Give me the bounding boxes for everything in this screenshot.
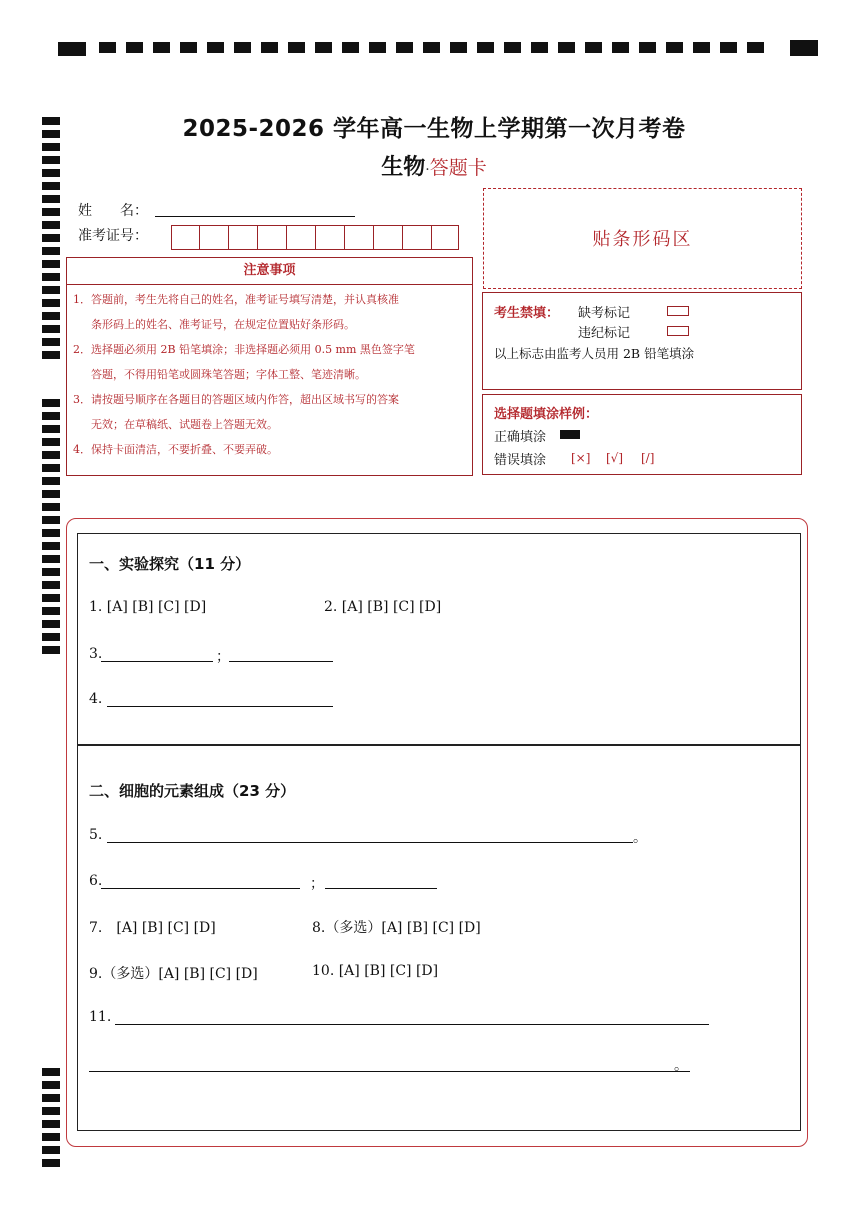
fill-sample-title: 选择题填涂样例：: [494, 407, 599, 422]
question-2-options[interactable]: 2. [A] [B] [C] [D]: [324, 599, 442, 615]
card-subtitle: [0, 150, 868, 181]
violation-mark-box[interactable]: [667, 326, 689, 336]
notice-line-5: 3．请按题号顺序在各题目的答题区域内作答，超出区域书写的答案: [73, 393, 399, 406]
ticket-number-label: 准考证号：: [78, 228, 148, 244]
question-5-number: 5.: [89, 827, 103, 843]
question-11-number: 11.: [89, 1009, 112, 1025]
question-3-blank-2[interactable]: [229, 661, 333, 662]
forbidden-title: 考生禁填：: [494, 306, 560, 321]
notice-line-6: 无效；在草稿纸、试题卷上答题无效。: [91, 418, 278, 431]
question-8-options[interactable]: 8.（多选）[A] [B] [C] [D]: [312, 920, 481, 936]
notice-box: [66, 284, 473, 476]
fill-sample-box: [482, 394, 802, 475]
barcode-area[interactable]: [483, 188, 802, 289]
question-11-end: 。: [674, 1058, 688, 1074]
ticket-number-grid[interactable]: [171, 225, 459, 250]
question-7-options[interactable]: 7. [A] [B] [C] [D]: [89, 920, 216, 936]
wrong-fill-x: [×]: [571, 451, 591, 465]
question-6-blank-2[interactable]: [325, 888, 437, 889]
question-6-blank-1[interactable]: [101, 888, 300, 889]
question-9-options[interactable]: 9.（多选）[A] [B] [C] [D]: [89, 966, 258, 982]
notice-line-7: 4．保持卡面清洁，不要折叠、不要弄破。: [73, 443, 278, 456]
absent-mark-label: 缺考标记: [578, 306, 631, 321]
wrong-fill-label: 错误填涂: [494, 453, 547, 468]
question-3-separator: ；: [216, 649, 230, 665]
section-2-title: 二、细胞的元素组成（23 分）: [89, 782, 296, 800]
correct-fill-sample: [560, 430, 580, 439]
exam-title: 2025-2026 学年高一生物上学期第一次月考卷: [182, 116, 686, 142]
correct-fill-label: 正确填涂: [494, 430, 547, 445]
question-4-blank[interactable]: [107, 706, 333, 707]
question-4-number: 4.: [89, 691, 103, 707]
question-3-blank-1[interactable]: [101, 661, 213, 662]
notice-title: 注意事项: [66, 257, 473, 285]
violation-mark-label: 违纪标记: [578, 326, 631, 341]
barcode-label: 贴条形码区: [592, 229, 693, 250]
subject-name: 生物: [381, 155, 426, 180]
name-field[interactable]: [155, 216, 355, 217]
question-10-options[interactable]: 10. [A] [B] [C] [D]: [312, 963, 439, 979]
notice-line-3: 2．选择题必须用 2B 铅笔填涂；非选择题必须用 0.5 mm 黑色签字笔: [73, 343, 415, 356]
notice-line-2: 条形码上的姓名、准考证号，在规定位置贴好条形码。: [91, 318, 355, 331]
name-label: 姓 名：: [78, 203, 148, 219]
notice-line-4: 答题，不得用铅笔或圆珠笔答题；字体工整、笔迹清晰。: [91, 368, 366, 381]
wrong-fill-slash: [/]: [641, 451, 655, 465]
question-5-end: 。: [633, 830, 647, 846]
forbidden-note: 以上标志由监考人员用 2B 铅笔填涂: [494, 346, 695, 361]
section-2-box: [77, 744, 801, 1131]
forbidden-box: [482, 292, 802, 390]
card-label: 答题卡: [429, 157, 487, 179]
question-11-blank-2[interactable]: [89, 1071, 690, 1072]
question-5-blank[interactable]: [107, 842, 633, 843]
question-6-separator: ；: [310, 876, 324, 892]
absent-mark-box[interactable]: [667, 306, 689, 316]
question-6-number: 6.: [89, 873, 103, 889]
question-3-number: 3.: [89, 646, 103, 662]
wrong-fill-check: [√]: [606, 451, 624, 465]
question-1-options[interactable]: 1. [A] [B] [C] [D]: [89, 599, 207, 615]
section-1-title: 一、实验探究（11 分）: [89, 555, 251, 573]
question-11-blank-1[interactable]: [115, 1024, 709, 1025]
notice-line-1: 1．答题前，考生先将自己的姓名，准考证号填写清楚，并认真核准: [73, 293, 399, 306]
subtitle-separator: ·: [425, 162, 430, 178]
